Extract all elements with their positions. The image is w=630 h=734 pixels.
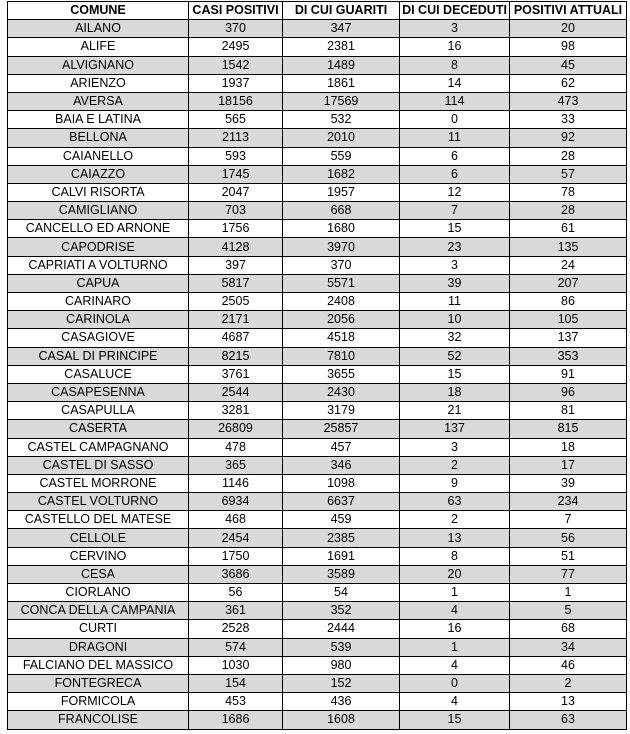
guariti-cell: 436	[283, 693, 400, 711]
comune-cell: CASAPESENNA	[8, 383, 189, 401]
casi-positivi-cell: 453	[189, 693, 283, 711]
guariti-cell: 3179	[283, 402, 400, 420]
casi-positivi-cell: 26809	[189, 420, 283, 438]
guariti-cell: 346	[283, 456, 400, 474]
deceduti-cell: 20	[400, 565, 510, 583]
positivi-attuali-cell: 46	[510, 656, 627, 674]
table-row	[8, 293, 627, 311]
guariti-cell: 54	[283, 584, 400, 602]
casi-positivi-cell: 2047	[189, 183, 283, 201]
column-header-deceduti: DI CUI DECEDUTI	[400, 2, 510, 20]
positivi-attuali-cell: 56	[510, 529, 627, 547]
table-row	[8, 584, 627, 602]
table-row	[8, 493, 627, 511]
comune-cell: FONTEGRECA	[8, 674, 189, 692]
positivi-attuali-cell: 78	[510, 183, 627, 201]
guariti-cell: 17569	[283, 92, 400, 110]
column-header-casi-positivi: CASI POSITIVI	[189, 2, 283, 20]
comune-cell: CAIAZZO	[8, 165, 189, 183]
comune-cell: CASALUCE	[8, 365, 189, 383]
guariti-cell: 2385	[283, 529, 400, 547]
deceduti-cell: 1	[400, 638, 510, 656]
casi-positivi-cell: 1542	[189, 56, 283, 74]
positivi-attuali-cell: 137	[510, 329, 627, 347]
comune-cell: BAIA E LATINA	[8, 111, 189, 129]
table-row	[8, 565, 627, 583]
deceduti-cell: 0	[400, 111, 510, 129]
deceduti-cell: 15	[400, 711, 510, 729]
comune-cell: CELLOLE	[8, 529, 189, 547]
casi-positivi-cell: 56	[189, 584, 283, 602]
comune-cell: CASAPULLA	[8, 402, 189, 420]
positivi-attuali-cell: 51	[510, 547, 627, 565]
positivi-attuali-cell: 28	[510, 202, 627, 220]
guariti-cell: 539	[283, 638, 400, 656]
table-row	[8, 674, 627, 692]
table-row	[8, 402, 627, 420]
casi-positivi-cell: 478	[189, 438, 283, 456]
casi-positivi-cell: 2171	[189, 311, 283, 329]
positivi-attuali-cell: 234	[510, 493, 627, 511]
casi-positivi-cell: 1756	[189, 220, 283, 238]
casi-positivi-cell: 1750	[189, 547, 283, 565]
deceduti-cell: 6	[400, 147, 510, 165]
casi-positivi-cell: 468	[189, 511, 283, 529]
guariti-cell: 459	[283, 511, 400, 529]
guariti-cell: 4518	[283, 329, 400, 347]
comune-cell: CESA	[8, 565, 189, 583]
deceduti-cell: 63	[400, 493, 510, 511]
casi-positivi-cell: 1146	[189, 474, 283, 492]
positivi-attuali-cell: 61	[510, 220, 627, 238]
guariti-cell: 2056	[283, 311, 400, 329]
comune-cell: CALVI RISORTA	[8, 183, 189, 201]
positivi-attuali-cell: 45	[510, 56, 627, 74]
deceduti-cell: 4	[400, 602, 510, 620]
positivi-attuali-cell: 13	[510, 693, 627, 711]
header-row	[8, 2, 627, 20]
deceduti-cell: 11	[400, 129, 510, 147]
column-header-positivi-attuali: POSITIVI ATTUALI	[510, 2, 627, 20]
guariti-cell: 1680	[283, 220, 400, 238]
comune-cell: BELLONA	[8, 129, 189, 147]
casi-positivi-cell: 3686	[189, 565, 283, 583]
table-row	[8, 438, 627, 456]
casi-positivi-cell: 5817	[189, 274, 283, 292]
positivi-attuali-cell: 68	[510, 620, 627, 638]
table-row	[8, 547, 627, 565]
casi-positivi-cell: 593	[189, 147, 283, 165]
table-row	[8, 165, 627, 183]
table-row	[8, 256, 627, 274]
positivi-attuali-cell: 62	[510, 74, 627, 92]
guariti-cell: 25857	[283, 420, 400, 438]
casi-positivi-cell: 6934	[189, 493, 283, 511]
comune-cell: AILANO	[8, 20, 189, 38]
positivi-attuali-cell: 815	[510, 420, 627, 438]
comune-cell: CERVINO	[8, 547, 189, 565]
table-row	[8, 420, 627, 438]
deceduti-cell: 15	[400, 220, 510, 238]
guariti-cell: 1861	[283, 74, 400, 92]
casi-positivi-cell: 2544	[189, 383, 283, 401]
casi-positivi-cell: 574	[189, 638, 283, 656]
deceduti-cell: 14	[400, 74, 510, 92]
comune-cell: CASTEL MORRONE	[8, 474, 189, 492]
guariti-cell: 3655	[283, 365, 400, 383]
table-row	[8, 711, 627, 729]
table-row	[8, 20, 627, 38]
casi-positivi-cell: 2454	[189, 529, 283, 547]
comune-cell: CAPUA	[8, 274, 189, 292]
guariti-cell: 668	[283, 202, 400, 220]
positivi-attuali-cell: 98	[510, 38, 627, 56]
deceduti-cell: 2	[400, 511, 510, 529]
deceduti-cell: 6	[400, 165, 510, 183]
comune-cell: CASAL DI PRINCIPE	[8, 347, 189, 365]
table-row	[8, 38, 627, 56]
positivi-attuali-cell: 20	[510, 20, 627, 38]
comune-cell: FORMICOLA	[8, 693, 189, 711]
table-row	[8, 602, 627, 620]
table-row	[8, 202, 627, 220]
deceduti-cell: 4	[400, 693, 510, 711]
casi-positivi-cell: 2113	[189, 129, 283, 147]
comune-cell: FALCIANO DEL MASSICO	[8, 656, 189, 674]
deceduti-cell: 1	[400, 584, 510, 602]
positivi-attuali-cell: 2	[510, 674, 627, 692]
guariti-cell: 2010	[283, 129, 400, 147]
positivi-attuali-cell: 33	[510, 111, 627, 129]
guariti-cell: 7810	[283, 347, 400, 365]
guariti-cell: 1608	[283, 711, 400, 729]
positivi-attuali-cell: 91	[510, 365, 627, 383]
comune-cell: CASTELLO DEL MATESE	[8, 511, 189, 529]
casi-positivi-cell: 4128	[189, 238, 283, 256]
table-row	[8, 511, 627, 529]
deceduti-cell: 16	[400, 620, 510, 638]
comune-cell: CARINOLA	[8, 311, 189, 329]
table-row	[8, 274, 627, 292]
deceduti-cell: 11	[400, 293, 510, 311]
casi-positivi-cell: 1030	[189, 656, 283, 674]
guariti-cell: 980	[283, 656, 400, 674]
table-row	[8, 329, 627, 347]
table-row	[8, 129, 627, 147]
guariti-cell: 1489	[283, 56, 400, 74]
guariti-cell: 2430	[283, 383, 400, 401]
casi-positivi-cell: 4687	[189, 329, 283, 347]
table-row	[8, 111, 627, 129]
guariti-cell: 347	[283, 20, 400, 38]
positivi-attuali-cell: 17	[510, 456, 627, 474]
casi-positivi-cell: 2528	[189, 620, 283, 638]
table-row	[8, 220, 627, 238]
table-row	[8, 656, 627, 674]
positivi-attuali-cell: 7	[510, 511, 627, 529]
positivi-attuali-cell: 135	[510, 238, 627, 256]
deceduti-cell: 8	[400, 547, 510, 565]
casi-positivi-cell: 2495	[189, 38, 283, 56]
table-row	[8, 92, 627, 110]
guariti-cell: 1098	[283, 474, 400, 492]
guariti-cell: 1691	[283, 547, 400, 565]
casi-positivi-cell: 1686	[189, 711, 283, 729]
positivi-attuali-cell: 18	[510, 438, 627, 456]
deceduti-cell: 114	[400, 92, 510, 110]
deceduti-cell: 3	[400, 256, 510, 274]
deceduti-cell: 52	[400, 347, 510, 365]
column-header-comune: COMUNE	[8, 2, 189, 20]
comune-cell: CASTEL VOLTURNO	[8, 493, 189, 511]
table-row	[8, 74, 627, 92]
guariti-cell: 3970	[283, 238, 400, 256]
positivi-attuali-cell: 5	[510, 602, 627, 620]
table-row	[8, 474, 627, 492]
comune-cell: CASTEL CAMPAGNANO	[8, 438, 189, 456]
guariti-cell: 5571	[283, 274, 400, 292]
deceduti-cell: 9	[400, 474, 510, 492]
casi-positivi-cell: 361	[189, 602, 283, 620]
casi-positivi-cell: 8215	[189, 347, 283, 365]
table-row	[8, 311, 627, 329]
guariti-cell: 2444	[283, 620, 400, 638]
comune-cell: AVERSA	[8, 92, 189, 110]
table-row	[8, 347, 627, 365]
guariti-cell: 352	[283, 602, 400, 620]
casi-positivi-cell: 370	[189, 20, 283, 38]
guariti-cell: 457	[283, 438, 400, 456]
comune-cell: CAPODRISE	[8, 238, 189, 256]
deceduti-cell: 39	[400, 274, 510, 292]
comune-cell: CAMIGLIANO	[8, 202, 189, 220]
positivi-attuali-cell: 39	[510, 474, 627, 492]
guariti-cell: 559	[283, 147, 400, 165]
casi-positivi-cell: 397	[189, 256, 283, 274]
positivi-attuali-cell: 473	[510, 92, 627, 110]
deceduti-cell: 3	[400, 20, 510, 38]
table-row	[8, 620, 627, 638]
guariti-cell: 532	[283, 111, 400, 129]
positivi-attuali-cell: 24	[510, 256, 627, 274]
comune-cell: CASTEL DI SASSO	[8, 456, 189, 474]
deceduti-cell: 13	[400, 529, 510, 547]
comune-cell: CIORLANO	[8, 584, 189, 602]
comune-cell: FRANCOLISE	[8, 711, 189, 729]
casi-positivi-cell: 18156	[189, 92, 283, 110]
table-row	[8, 529, 627, 547]
casi-positivi-cell: 1937	[189, 74, 283, 92]
deceduti-cell: 7	[400, 202, 510, 220]
casi-positivi-cell: 1745	[189, 165, 283, 183]
deceduti-cell: 3	[400, 438, 510, 456]
deceduti-cell: 137	[400, 420, 510, 438]
casi-positivi-cell: 3761	[189, 365, 283, 383]
guariti-cell: 1957	[283, 183, 400, 201]
casi-positivi-cell: 3281	[189, 402, 283, 420]
guariti-cell: 1682	[283, 165, 400, 183]
table-body	[8, 20, 627, 729]
deceduti-cell: 2	[400, 456, 510, 474]
casi-positivi-cell: 565	[189, 111, 283, 129]
guariti-cell: 152	[283, 674, 400, 692]
table-row	[8, 383, 627, 401]
deceduti-cell: 23	[400, 238, 510, 256]
table-row	[8, 638, 627, 656]
guariti-cell: 6637	[283, 493, 400, 511]
positivi-attuali-cell: 86	[510, 293, 627, 311]
deceduti-cell: 32	[400, 329, 510, 347]
comune-cell: CAIANELLO	[8, 147, 189, 165]
table-row	[8, 456, 627, 474]
deceduti-cell: 21	[400, 402, 510, 420]
positivi-attuali-cell: 92	[510, 129, 627, 147]
positivi-attuali-cell: 207	[510, 274, 627, 292]
table-row	[8, 365, 627, 383]
positivi-attuali-cell: 77	[510, 565, 627, 583]
positivi-attuali-cell: 57	[510, 165, 627, 183]
positivi-attuali-cell: 28	[510, 147, 627, 165]
table-row	[8, 56, 627, 74]
table-row	[8, 693, 627, 711]
positivi-attuali-cell: 105	[510, 311, 627, 329]
casi-positivi-cell: 2505	[189, 293, 283, 311]
column-header-guariti: DI CUI GUARITI	[283, 2, 400, 20]
guariti-cell: 2408	[283, 293, 400, 311]
positivi-attuali-cell: 81	[510, 402, 627, 420]
comune-cell: CANCELLO ED ARNONE	[8, 220, 189, 238]
comune-cell: CASAGIOVE	[8, 329, 189, 347]
covid-cases-sheet	[7, 1, 627, 730]
comune-cell: CAPRIATI A VOLTURNO	[8, 256, 189, 274]
comune-cell: ARIENZO	[8, 74, 189, 92]
table-row	[8, 238, 627, 256]
comune-cell: ALVIGNANO	[8, 56, 189, 74]
guariti-cell: 2381	[283, 38, 400, 56]
comune-cell: CARINARO	[8, 293, 189, 311]
table-row	[8, 183, 627, 201]
comune-cell: CONCA DELLA CAMPANIA	[8, 602, 189, 620]
positivi-attuali-cell: 63	[510, 711, 627, 729]
casi-positivi-cell: 154	[189, 674, 283, 692]
deceduti-cell: 0	[400, 674, 510, 692]
cases-table	[7, 1, 627, 730]
casi-positivi-cell: 365	[189, 456, 283, 474]
guariti-cell: 370	[283, 256, 400, 274]
guariti-cell: 3589	[283, 565, 400, 583]
casi-positivi-cell: 703	[189, 202, 283, 220]
deceduti-cell: 10	[400, 311, 510, 329]
deceduti-cell: 8	[400, 56, 510, 74]
deceduti-cell: 12	[400, 183, 510, 201]
positivi-attuali-cell: 353	[510, 347, 627, 365]
positivi-attuali-cell: 34	[510, 638, 627, 656]
deceduti-cell: 18	[400, 383, 510, 401]
deceduti-cell: 4	[400, 656, 510, 674]
comune-cell: CASERTA	[8, 420, 189, 438]
deceduti-cell: 16	[400, 38, 510, 56]
comune-cell: ALIFE	[8, 38, 189, 56]
positivi-attuali-cell: 1	[510, 584, 627, 602]
comune-cell: DRAGONI	[8, 638, 189, 656]
comune-cell: CURTI	[8, 620, 189, 638]
positivi-attuali-cell: 96	[510, 383, 627, 401]
table-row	[8, 147, 627, 165]
deceduti-cell: 15	[400, 365, 510, 383]
